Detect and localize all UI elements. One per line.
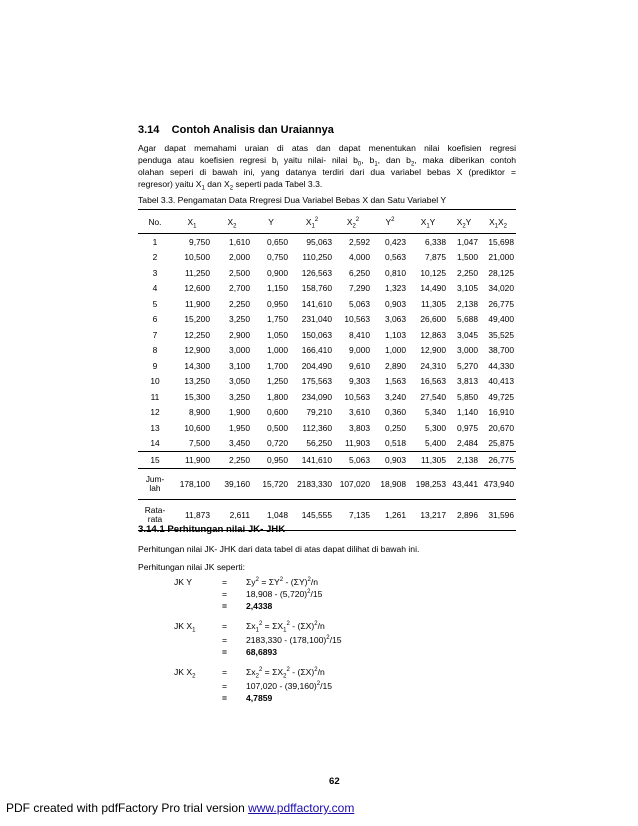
table-row xyxy=(138,358,516,374)
table-cell: 0,903 xyxy=(372,452,408,469)
table-cell: 2,250 xyxy=(212,452,252,469)
table-cell: 0,720 xyxy=(267,438,288,449)
table-cell: 110,250 xyxy=(302,252,332,263)
header-x2-squared: $X_2^2$ xyxy=(334,210,372,234)
pdf-footer xyxy=(6,801,354,815)
jk-y-substitution: $18,908 - (5,720)^2/15$ xyxy=(246,589,323,599)
jk-y-eq-1: = xyxy=(222,577,228,587)
table-cell: 0,810 xyxy=(385,267,406,278)
table-cell: 126,563 xyxy=(301,267,332,278)
jk-x2-eq-2: = xyxy=(222,681,228,691)
intro-paragraph xyxy=(138,142,516,190)
sum-cell: 18,908 xyxy=(372,468,408,499)
table-cell: 44,330 xyxy=(488,360,514,371)
table-row xyxy=(138,420,516,436)
table-cell: 26,775 xyxy=(480,452,516,469)
jk-x2-eq-1: = xyxy=(222,667,228,677)
table-cell: 231,040 xyxy=(301,314,332,325)
table-cell: 5,270 xyxy=(457,360,478,371)
sum-cell: 107,020 xyxy=(334,468,372,499)
table-cell: 3,100 xyxy=(229,360,250,371)
table-cell: 1,047 xyxy=(448,234,480,250)
row-number-cell: 15 xyxy=(138,452,172,469)
table-cell: 3,050 xyxy=(229,376,250,387)
mean-cell: 7,135 xyxy=(334,499,372,530)
table-cell: 3,000 xyxy=(229,345,250,356)
jk-y-eq-2: = xyxy=(222,589,228,599)
page-number: 62 xyxy=(329,776,340,787)
table-cell: 10,125 xyxy=(420,267,446,278)
mean-cell: 1,048 xyxy=(252,499,290,530)
table-cell: 2,700 xyxy=(229,283,250,294)
row-number-cell: 12 xyxy=(150,407,160,418)
table-cell: 26,775 xyxy=(488,298,514,309)
table-cell: 12,900 xyxy=(184,345,210,356)
header-x1x2: $X_1X_2$ xyxy=(480,210,516,234)
table-cell: 11,903 xyxy=(345,438,370,449)
table-cell: 15,300 xyxy=(184,391,210,402)
table-cell: 12,600 xyxy=(184,283,210,294)
table-cell: 3,610 xyxy=(349,407,370,418)
table-cell: 26,600 xyxy=(420,314,446,325)
table-body xyxy=(138,234,516,531)
jk-y-formula: $\Sigma y^2 = \Sigma Y^2 - (\Sigma Y)^2/n$ xyxy=(246,577,319,587)
table-cell: 1,900 xyxy=(229,407,250,418)
table-cell: 1,250 xyxy=(267,376,288,387)
table-row xyxy=(138,405,516,421)
table-cell: 27,540 xyxy=(420,391,446,402)
sum-cell: 198,253 xyxy=(408,468,448,499)
mean-cell: 11,873 xyxy=(172,499,212,530)
table-cell: 2,484 xyxy=(457,438,478,449)
table-cell: 1,000 xyxy=(385,345,406,356)
table-cell: 141,610 xyxy=(301,298,332,309)
jk-x1-eq-3: = xyxy=(222,647,228,657)
header-x1: $X_1$ xyxy=(172,210,212,234)
header-x1y: $X_1Y$ xyxy=(408,210,448,234)
jk-y-eq-3: = xyxy=(222,601,228,611)
table-cell: 13,250 xyxy=(184,376,210,387)
jk-x2-eq-3: = xyxy=(222,693,228,703)
table-cell: 234,090 xyxy=(301,391,332,402)
section-title: Contoh Analisis dan Uraiannya xyxy=(171,124,334,136)
table-cell: 0,600 xyxy=(267,407,288,418)
table-cell: 0,500 xyxy=(267,422,288,433)
table-cell: 40,413 xyxy=(488,376,514,387)
table-cell: 34,020 xyxy=(488,283,514,294)
table-cell: 11,900 xyxy=(185,298,210,309)
table-cell: 38,700 xyxy=(488,345,514,356)
table-cell: 2,250 xyxy=(229,298,250,309)
table-cell: 9,750 xyxy=(172,234,212,250)
table-cell: 2,900 xyxy=(229,329,250,340)
table-cell: 0,950 xyxy=(267,298,288,309)
table-cell: 79,210 xyxy=(306,407,332,418)
table-cell: 0,903 xyxy=(385,298,406,309)
table-cell: 10,563 xyxy=(344,314,370,325)
header-x1-squared: $X_1^2$ xyxy=(290,210,334,234)
jk-x1-eq-1: = xyxy=(222,621,228,631)
table-cell: 166,410 xyxy=(301,345,332,356)
table-row xyxy=(138,296,516,312)
table-cell: 3,105 xyxy=(457,283,478,294)
table-cell: 12,863 xyxy=(420,329,446,340)
table-cell: 9,610 xyxy=(349,360,370,371)
table-cell: 49,400 xyxy=(488,314,514,325)
table-row xyxy=(138,250,516,266)
table-cell: 112,360 xyxy=(302,422,332,433)
table-cell: 1,750 xyxy=(267,314,288,325)
table-row xyxy=(138,281,516,297)
table-cell: 1,000 xyxy=(267,345,288,356)
table-cell: 49,725 xyxy=(488,391,514,402)
mean-label: Rata- rata xyxy=(138,499,172,530)
table-cell: 6,250 xyxy=(349,267,370,278)
table-cell: 5,063 xyxy=(334,452,372,469)
table-cell: 0,563 xyxy=(385,252,406,263)
mean-cell: 145,555 xyxy=(290,499,334,530)
footer-link[interactable]: www.pdffactory.com xyxy=(248,801,355,815)
table-cell: 3,045 xyxy=(457,329,478,340)
table-cell: 0,360 xyxy=(385,407,406,418)
table-cell: 5,850 xyxy=(457,391,478,402)
table-cell: 15,698 xyxy=(480,234,516,250)
table-cell: 56,250 xyxy=(306,438,332,449)
table-cell: 1,610 xyxy=(212,234,252,250)
row-number-cell: 4 xyxy=(152,283,158,294)
jk-x1-eq-2: = xyxy=(222,635,228,645)
footer-text: PDF created with pdfFactory Pro trial version xyxy=(6,801,249,815)
table-cell: 2,500 xyxy=(229,267,250,278)
table-cell: 11,305 xyxy=(408,452,448,469)
table-cell: 14,490 xyxy=(420,283,446,294)
sum-cell: 473,940 xyxy=(480,468,516,499)
table-row xyxy=(138,389,516,405)
table-cell: 9,000 xyxy=(349,345,370,356)
intro-line: olahan seperi di bawah ini, yang datanya terdiri dari dua variabel bebas X (prediktor = xyxy=(138,167,516,177)
table-cell: 11,305 xyxy=(421,298,446,309)
section-number: 3.14 xyxy=(138,124,160,136)
intro-line: penduga atau koefisien regresi $b_i$ yaitu nilai- nilai $b_0$, $b_1$, dan $b_2$, maka diberikan contoh xyxy=(138,155,517,168)
row-number-cell: 8 xyxy=(152,345,158,356)
table-cell: 0,950 xyxy=(252,452,290,469)
mean-cell: 13,217 xyxy=(408,499,448,530)
table-row xyxy=(138,343,516,359)
row-number-cell: 7 xyxy=(152,329,158,340)
table-cell: 3,803 xyxy=(349,422,370,433)
row-number-cell: 11 xyxy=(150,391,160,402)
row-number-cell: 14 xyxy=(150,438,160,449)
row-number-cell: 1 xyxy=(138,234,172,250)
table-cell: 3,813 xyxy=(457,376,478,387)
jk-x1-result: 68,6893 xyxy=(246,647,278,657)
table-cell: 2,138 xyxy=(448,452,480,469)
mean-cell: 2,611 xyxy=(212,499,252,530)
sum-cell: 15,720 xyxy=(252,468,290,499)
row-number-cell: 9 xyxy=(152,360,158,371)
table-row xyxy=(138,234,516,250)
table-cell: 158,760 xyxy=(301,283,332,294)
table-cell: 5,340 xyxy=(425,407,446,418)
row-number-cell: 6 xyxy=(152,314,158,325)
table-cell: 0,650 xyxy=(252,234,290,250)
intro-line: regresor) yaitu $X_1$ dan $X_2$ seperti pada Tabel 3.3. xyxy=(138,179,323,192)
table-cell: 25,875 xyxy=(488,438,514,449)
table-cell: 5,063 xyxy=(349,298,370,309)
table-row xyxy=(138,374,516,390)
paragraph-1: Perhitungan nilai JK- JHK dari data tabel di atas dapat dilihat di bawah ini. xyxy=(138,544,420,554)
table-cell: 14,300 xyxy=(184,360,210,371)
table-cell: 141,610 xyxy=(290,452,334,469)
table-cell: 2,000 xyxy=(229,252,250,263)
table-cell: 150,063 xyxy=(301,329,332,340)
subsection-title: 3.14.1 Perhitungan nilai JK- JHK xyxy=(138,524,286,535)
table-row xyxy=(138,436,516,452)
table-cell: 1,150 xyxy=(267,283,288,294)
table-cell: 0,423 xyxy=(372,234,408,250)
row-number-cell: 10 xyxy=(150,376,160,387)
table-caption: Tabel 3.3. Pengamatan Data Rregresi Dua Variabel Bebas X dan Satu Variabel Y xyxy=(138,195,447,205)
table-cell: 3,450 xyxy=(229,438,250,449)
sum-cell: 178,100 xyxy=(172,468,212,499)
table-cell: 0,518 xyxy=(385,438,406,449)
table-cell: 6,338 xyxy=(408,234,448,250)
table-cell: 1,323 xyxy=(385,283,406,294)
table-cell: 20,670 xyxy=(488,422,514,433)
table-cell: 4,000 xyxy=(349,252,370,263)
sum-cell: 39,160 xyxy=(212,468,252,499)
table-cell: 0,750 xyxy=(267,252,288,263)
table-cell: 1,563 xyxy=(385,376,406,387)
mean-cell: 31,596 xyxy=(480,499,516,530)
row-number-cell: 2 xyxy=(152,252,158,263)
sum-cell: 2183,330 xyxy=(290,468,334,499)
table-row xyxy=(138,265,516,281)
row-number-cell: 5 xyxy=(152,298,158,309)
sum-cell: 43,441 xyxy=(448,468,480,499)
header-x2: $X_2$ xyxy=(212,210,252,234)
paragraph-2: Perhitungan nilai JK seperti: xyxy=(138,562,246,572)
table-cell: 7,875 xyxy=(425,252,446,263)
table-row xyxy=(138,327,516,343)
table-cell: 5,400 xyxy=(425,438,446,449)
table-cell: 3,250 xyxy=(229,314,250,325)
table-cell: 5,300 xyxy=(425,422,446,433)
table-cell: 204,490 xyxy=(301,360,332,371)
table-cell: 10,600 xyxy=(184,422,210,433)
table-cell: 8,900 xyxy=(189,407,210,418)
table-cell: 12,900 xyxy=(420,345,446,356)
table-cell: 95,063 xyxy=(290,234,334,250)
table-cell: 15,200 xyxy=(184,314,210,325)
table-cell: 35,525 xyxy=(488,329,514,340)
jk-x1-formula: $\Sigma x_1^2 = \Sigma X_1^2 - (\Sigma X)^2/n$ xyxy=(246,621,325,634)
table-cell: 9,303 xyxy=(349,376,370,387)
jk-y-result: 2,4338 xyxy=(246,601,273,611)
table-cell: 2,250 xyxy=(457,267,478,278)
table-cell: 0,250 xyxy=(385,422,406,433)
table-cell: 11,900 xyxy=(172,452,212,469)
row-number-cell: 13 xyxy=(150,422,160,433)
table-cell: 1,050 xyxy=(267,329,288,340)
jk-x2-label: JK $X_2$ xyxy=(174,667,196,680)
table-cell: 5,688 xyxy=(457,314,478,325)
table-cell: 8,410 xyxy=(349,329,370,340)
mean-cell: 2,896 xyxy=(448,499,480,530)
table-cell: 3,000 xyxy=(457,345,478,356)
table-cell: 175,563 xyxy=(301,376,332,387)
mean-cell: 1,261 xyxy=(372,499,408,530)
table-row xyxy=(138,452,516,469)
table-cell: 1,800 xyxy=(267,391,288,402)
table-cell: 3,063 xyxy=(385,314,406,325)
table-cell: 16,563 xyxy=(420,376,446,387)
jk-x1-substitution: $2183,330 - (178,100)^2/15$ xyxy=(246,635,342,645)
table-cell: 3,250 xyxy=(229,391,250,402)
table-cell: 0,975 xyxy=(457,422,478,433)
table-cell: 10,500 xyxy=(184,252,210,263)
jk-x1-label: JK $X_1$ xyxy=(174,621,196,634)
jk-y-label: JK Y xyxy=(174,577,192,587)
table-cell: 3,240 xyxy=(385,391,406,402)
header-no: No. xyxy=(138,210,172,234)
sum-label: Jum- lah xyxy=(138,468,172,499)
jk-x2-substitution: $107,020 - (39,160)^2/15$ xyxy=(246,681,333,691)
jk-x2-result: 4,7859 xyxy=(246,693,273,703)
jk-x2-formula: $\Sigma x_2^2 = \Sigma X_2^2 - (\Sigma X)^2/n$ xyxy=(246,667,325,680)
table-cell: 0,900 xyxy=(267,267,288,278)
table-cell: 7,290 xyxy=(349,283,370,294)
table-cell: 2,592 xyxy=(334,234,372,250)
table-header-row xyxy=(138,210,516,234)
header-x2y: $X_2Y$ xyxy=(448,210,480,234)
table-cell: 1,103 xyxy=(385,329,406,340)
regression-table xyxy=(138,209,516,531)
table-cell: 1,950 xyxy=(229,422,250,433)
table-cell: 28,125 xyxy=(488,267,514,278)
table-cell: 1,700 xyxy=(267,360,288,371)
table-row xyxy=(138,312,516,328)
table-cell: 1,140 xyxy=(457,407,478,418)
header-y-squared: $Y^2$ xyxy=(372,210,408,234)
table-cell: 7,500 xyxy=(189,438,210,449)
table-cell: 21,000 xyxy=(488,252,514,263)
table-cell: 2,138 xyxy=(457,298,478,309)
table-cell: 1,500 xyxy=(457,252,478,263)
table-cell: 12,250 xyxy=(184,329,210,340)
section-heading xyxy=(138,124,334,136)
sum-row xyxy=(138,468,516,499)
table-cell: 16,910 xyxy=(488,407,514,418)
row-number-cell: 3 xyxy=(152,267,158,278)
header-y: Y xyxy=(252,210,290,234)
intro-line: Agar dapat memahami uraian di atas dan dapat menentukan nilai koefisien regresi xyxy=(138,143,516,153)
table-cell: 11,250 xyxy=(185,267,210,278)
table-cell: 24,310 xyxy=(420,360,446,371)
table-cell: 10,563 xyxy=(344,391,370,402)
table-cell: 2,890 xyxy=(385,360,406,371)
